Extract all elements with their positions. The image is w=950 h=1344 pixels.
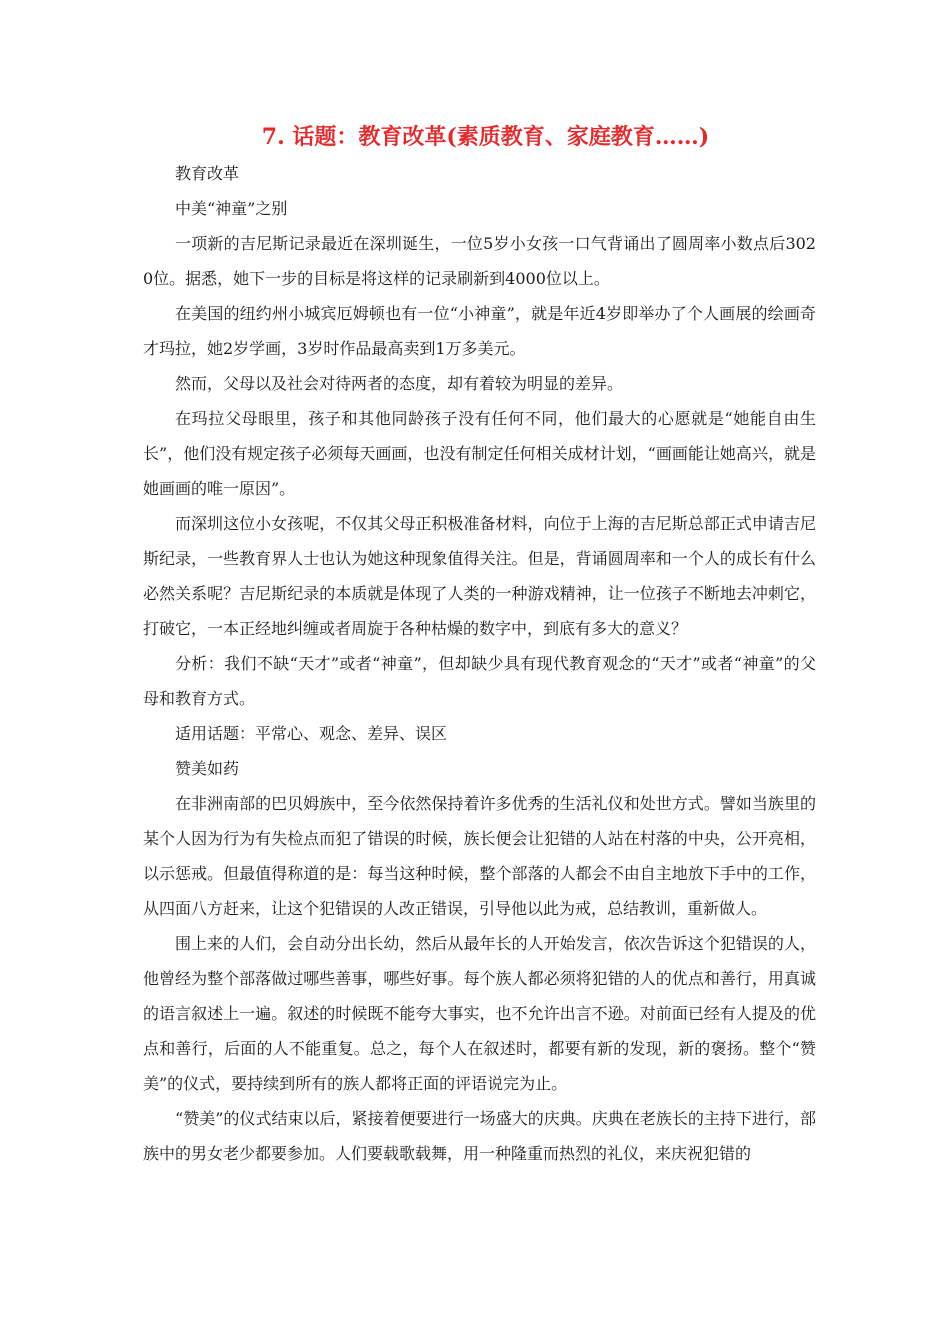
- paragraph: 一项新的吉尼斯记录最近在深圳诞生，一位5岁小女孩一口气背诵出了圆周率小数点后3020位。据悉，她下一步的目标是将这样的记录刷新到4000位以上。: [143, 234, 816, 288]
- paragraph: 在玛拉父母眼里，孩子和其他同龄孩子没有任何不同，他们最大的心愿就是“她能自由生长”，他们没有规定孩子必须每天画画，也没有制定任何相关成材计划，“画画能让她高兴，就是她画画的唯一原因”。: [143, 409, 816, 498]
- paragraph: “赞美”的仪式结束以后，紧接着便要进行一场盛大的庆典。庆典在老族长的主持下进行，部族中的男女老少都要参加。人们要载歌载舞，用一种隆重而热烈的礼仪，来庆祝犯错的: [143, 1109, 816, 1163]
- paragraph: 在美国的纽约州小城宾厄姆顿也有一位“小神童”，就是年近4岁即举办了个人画展的绘画奇才玛拉，她2岁学画，3岁时作品最高卖到1万多美元。: [143, 304, 816, 358]
- paragraph: 而深圳这位小女孩呢，不仅其父母正积极准备材料，向位于上海的吉尼斯总部正式申请吉尼斯纪录，一些教育界人士也认为她这种现象值得关注。但是，背诵圆周率和一个人的成长有什么必然关系呢？吉尼斯纪录的本质就是体现了人类的一种游戏精神，让一位孩子不断地去冲刺它，打破它，一本正经地纠缠或者周旋于各种枯燥的数字中，到底有多大的意义？: [143, 514, 816, 638]
- paragraph: 中美“神童”之别: [175, 199, 288, 218]
- paragraph: 然而，父母以及社会对待两者的态度，却有着较为明显的差异。: [175, 374, 624, 393]
- paragraph: 教育改革: [175, 164, 240, 183]
- paragraph: 在非洲南部的巴贝姆族中，至今依然保持着许多优秀的生活礼仪和处世方式。譬如当族里的某个人因为行为有失检点而犯了错误的时候，族长便会让犯错的人站在村落的中央，公开亮相，以示惩戒。但最值得称道的是：每当这种时候，整个部落的人都会不由自主地放下手中的工作，从四面八方赶来，让这个犯错误的人改正错误，引导他以此为戒，总结教训，重新做人。: [143, 794, 816, 918]
- paragraph: 围上来的人们，会自动分出长幼，然后从最年长的人开始发言，依次告诉这个犯错误的人，他曾经为整个部落做过哪些善事，哪些好事。每个族人都必须将犯错的人的优点和善行，用真诚的语言叙述上一遍。叙述的时候既不能夸大事实，也不允许出言不逊。对前面已经有人提及的优点和善行，后面的人不能重复。总之，每个人在叙述时，都要有新的发现，新的褒扬。整个“赞美”的仪式，要持续到所有的族人都将正面的评语说完为止。: [143, 934, 816, 1093]
- paragraph: 分析：我们不缺“天才”或者“神童”，但却缺少具有现代教育观念的“天才”或者“神童”的父母和教育方式。: [143, 654, 816, 708]
- paragraph: 适用话题：平常心、观念、差异、误区: [175, 724, 448, 743]
- paragraph: 赞美如药: [175, 759, 240, 778]
- document-title: 7. 话题：教育改革(素质教育、家庭教育……): [261, 124, 710, 150]
